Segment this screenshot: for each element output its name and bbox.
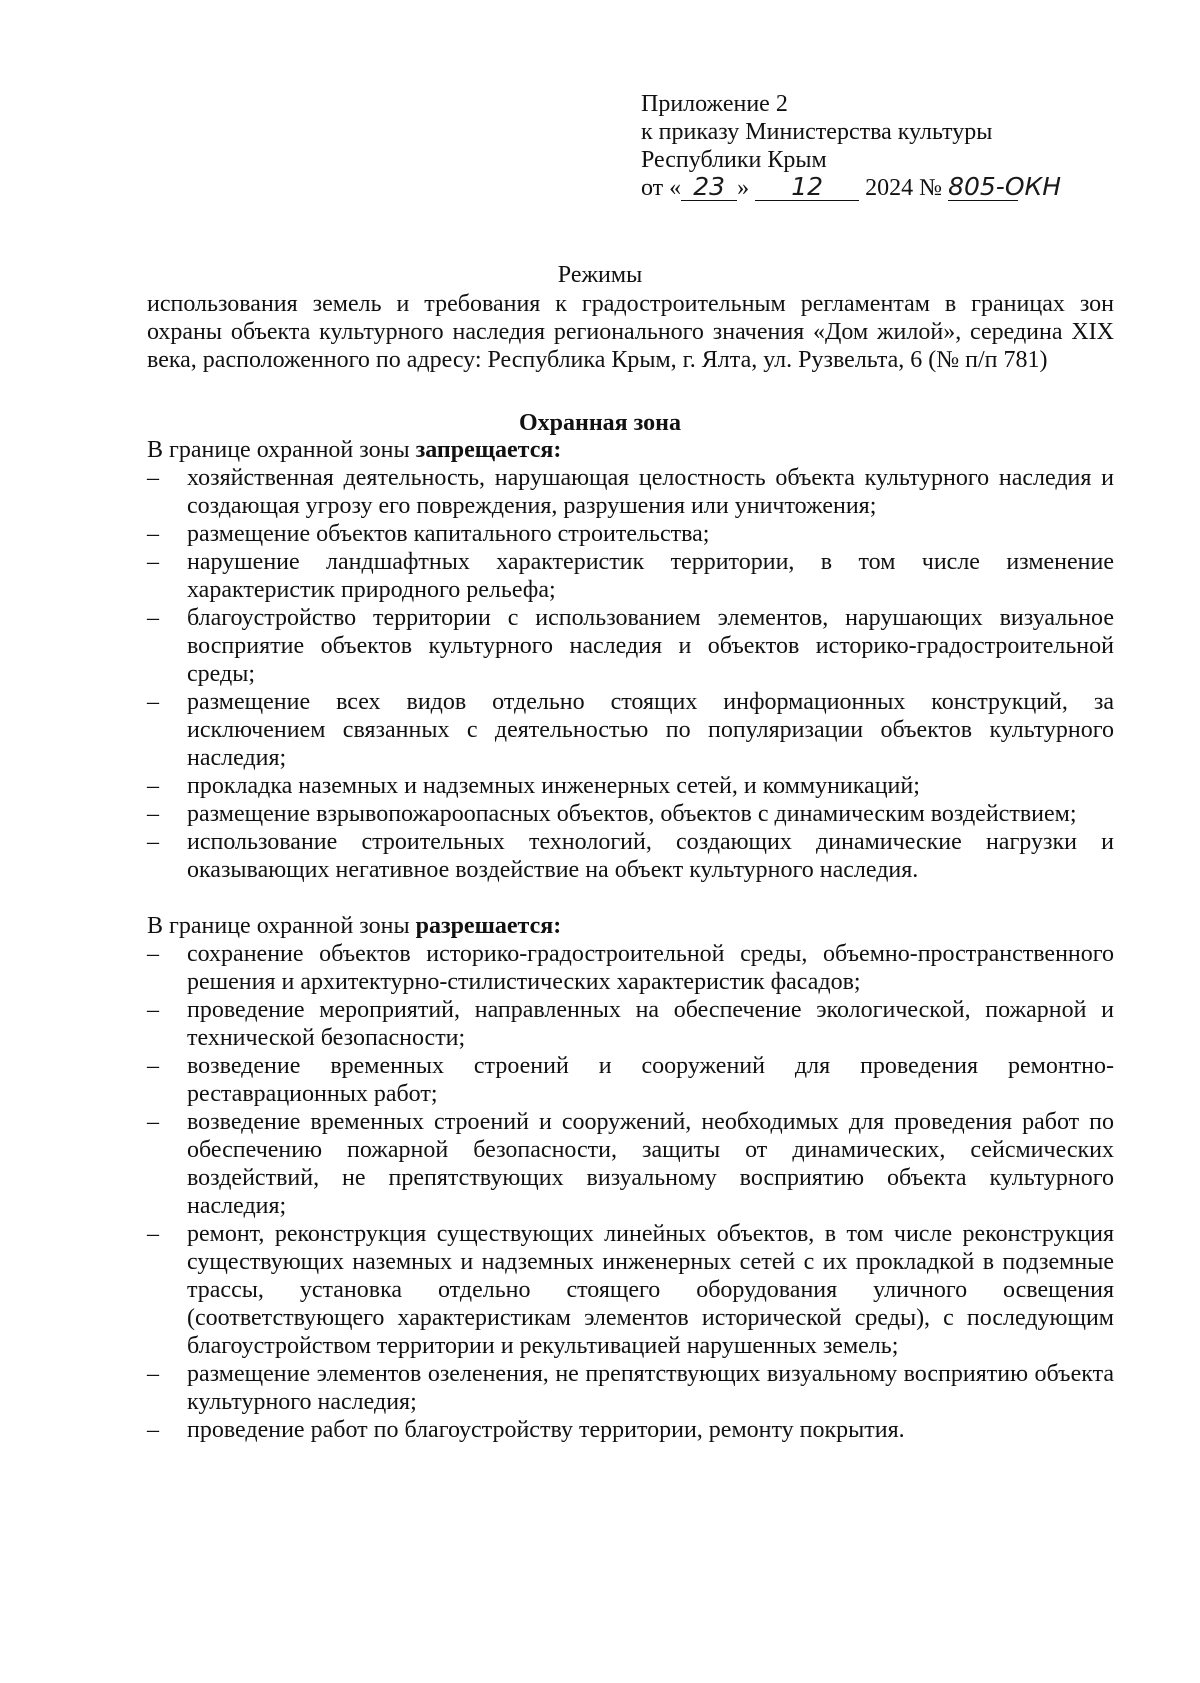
list-item-text: размещение объектов капитального строительства; <box>187 521 710 547</box>
date-day-field <box>681 172 737 201</box>
allowed-intro-text: В границе охранной зоны <box>147 913 416 939</box>
allowed-list <box>147 940 1114 1444</box>
list-item <box>147 1108 1114 1220</box>
list-item <box>147 772 1114 800</box>
order-number-handwritten: 805-ОКН <box>948 172 1062 201</box>
dash-marker: – <box>147 1053 159 1079</box>
list-item <box>147 464 1114 520</box>
allowed-intro-bold: разрешается: <box>415 913 562 939</box>
dash-marker: – <box>147 801 159 827</box>
date-day-handwritten: 23 <box>693 172 726 201</box>
list-item-text: использование строительных технологий, создающих динамические нагрузки и оказывающих негативное воздействие на объект культурного наследия. <box>187 829 1114 883</box>
list-item <box>147 800 1114 828</box>
list-item-text: размещение взрывопожароопасных объектов, объектов с динамическим воздействием; <box>187 801 1077 827</box>
dash-marker: – <box>147 829 159 855</box>
date-month-handwritten: 12 <box>791 172 824 201</box>
list-item-text: благоустройство территории с использованием элементов, нарушающих визуальное восприятие объектов культурного наследия и объектов историко-градостроительной среды; <box>187 605 1114 687</box>
section-title-protection-zone: Охранная зона <box>519 410 681 436</box>
list-item <box>147 1220 1114 1360</box>
list-item <box>147 1052 1114 1108</box>
list-item <box>147 688 1114 772</box>
list-item <box>147 1360 1114 1416</box>
date-mid: » <box>737 175 750 201</box>
dash-marker: – <box>147 941 159 967</box>
dash-marker: – <box>147 465 159 491</box>
date-year-number-label: 2024 № <box>865 175 943 201</box>
prohibited-list <box>147 464 1114 884</box>
dash-marker: – <box>147 1221 159 1247</box>
list-item-text: возведение временных строений и сооружений для проведения ремонтно-реставрационных работ; <box>187 1053 1114 1107</box>
list-item <box>147 828 1114 884</box>
list-item-text: проведение работ по благоустройству территории, ремонту покрытия. <box>187 1417 905 1443</box>
order-date-line <box>641 172 1062 202</box>
list-item-text: размещение всех видов отдельно стоящих информационных конструкций, за исключением связанных с деятельностью по популяризации объектов культурного наследия; <box>187 689 1114 771</box>
dash-marker: – <box>147 521 159 547</box>
list-item-text: прокладка наземных и надземных инженерных сетей, и коммуникаций; <box>187 773 920 799</box>
list-item-text: ремонт, реконструкция существующих линейных объектов, в том числе реконструкция существующих наземных и надземных инженерных сетей с их прокладкой в подземные трассы, установка отдельно стоящего оборудования уличного освещения (соответствующего характеристикам элементов исторической среды), с последующим благоустройством территории и рекультивацией нарушенных земель; <box>187 1221 1114 1359</box>
list-item-text: возведение временных строений и сооружений, необходимых для проведения работ по обеспечению пожарной безопасности, защиты от динамических, сейсмических воздействий, не препятствующих визуальному восприятию объекта культурного наследия; <box>187 1109 1114 1219</box>
allowed-intro <box>147 912 1114 940</box>
dash-marker: – <box>147 1361 159 1387</box>
dash-marker: – <box>147 605 159 631</box>
list-item-text: проведение мероприятий, направленных на обеспечение экологической, пожарной и технической безопасности; <box>187 997 1114 1051</box>
dash-marker: – <box>147 549 159 575</box>
list-item <box>147 548 1114 604</box>
prohibited-intro-bold: запрещается: <box>415 437 562 463</box>
appendix-line-1: Приложение 2 <box>641 91 788 117</box>
date-month-field <box>755 172 859 201</box>
prohibited-intro-text: В границе охранной зоны <box>147 437 416 463</box>
list-item <box>147 520 1114 548</box>
date-prefix: от « <box>641 175 682 201</box>
list-item-text: сохранение объектов историко-градостроительной среды, объемно-пространственного решения и архитектурно-стилистических характеристик фасадов; <box>187 941 1114 995</box>
list-item <box>147 940 1114 996</box>
list-item <box>147 1416 1114 1444</box>
list-item-text: нарушение ландшафтных характеристик территории, в том числе изменение характеристик природного рельефа; <box>187 549 1114 603</box>
dash-marker: – <box>147 1109 159 1135</box>
dash-marker: – <box>147 1417 159 1443</box>
document-title: Режимы <box>557 262 643 288</box>
prohibited-intro <box>147 436 1114 464</box>
dash-marker: – <box>147 997 159 1023</box>
dash-marker: – <box>147 689 159 715</box>
dash-marker: – <box>147 773 159 799</box>
document-subtitle: использования земель и требования к градостроительным регламентам в границах зон охраны объекта культурного наследия регионального значения «Дом жилой», середина XIX века, расположенного по адресу: Республика Крым, г. Ялта, ул. Рузвельта, 6 (№ п/п 781) <box>147 291 1114 373</box>
list-item-text: размещение элементов озеленения, не препятствующих визуальному восприятию объекта культурного наследия; <box>187 1361 1114 1415</box>
appendix-line-2: к приказу Министерства культуры <box>641 119 993 145</box>
appendix-reference <box>641 90 1062 202</box>
appendix-line-3: Республики Крым <box>641 147 827 173</box>
list-item-text: хозяйственная деятельность, нарушающая целостность объекта культурного наследия и создающая угрозу его повреждения, разрушения или уничтожения; <box>187 465 1114 519</box>
order-number-field <box>948 172 1062 201</box>
list-item <box>147 996 1114 1052</box>
list-item <box>147 604 1114 688</box>
